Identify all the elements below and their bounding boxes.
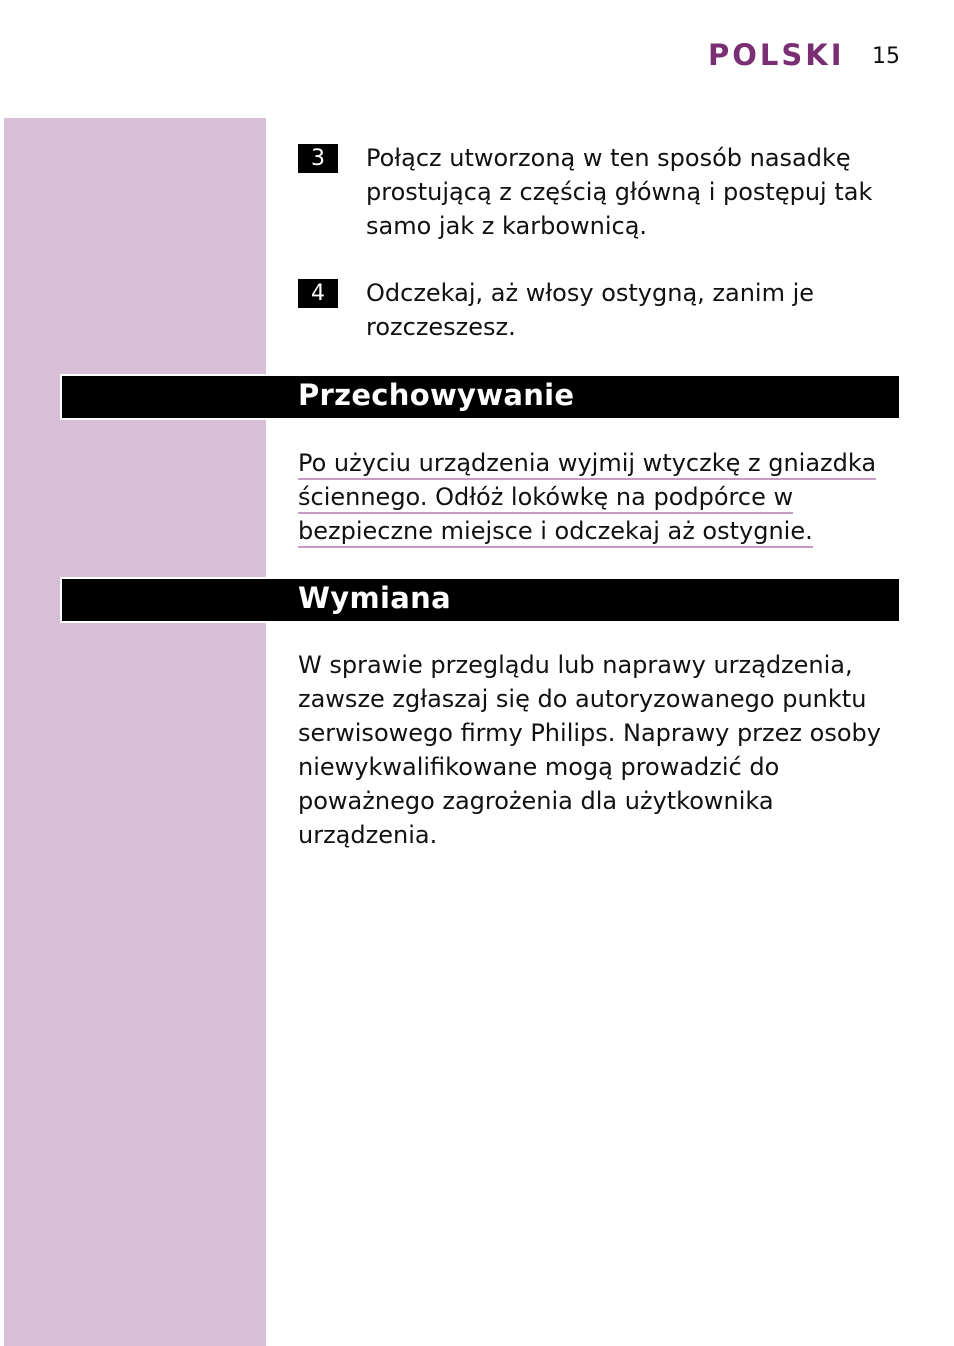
- text-line: bezpieczne miejsce i odczekaj aż ostygnie.: [298, 517, 813, 548]
- text-line: serwisowego firmy Philips. Naprawy przez osoby: [298, 719, 881, 747]
- text-line: poważnego zagrożenia dla użytkownika: [298, 787, 774, 815]
- text-line: Po użyciu urządzenia wyjmij wtyczkę z gniazdka: [298, 449, 876, 480]
- language-label: POLSKI: [708, 38, 845, 72]
- text-line: W sprawie przeglądu lub naprawy urządzenia,: [298, 651, 853, 679]
- step-text: [366, 141, 896, 243]
- text-line: zawsze zgłaszaj się do autoryzowanego punktu: [298, 685, 867, 713]
- text-line: Połącz utworzoną w ten sposób nasadkę: [366, 144, 851, 172]
- page-number: 15: [872, 44, 900, 69]
- step-number-badge: 3: [298, 144, 338, 173]
- text-line: prostującą z częścią główną i postępuj tak: [366, 178, 873, 206]
- section-header-replacement: [62, 579, 899, 621]
- step-number-badge: 4: [298, 279, 338, 308]
- text-line: samo jak z karbownicą.: [366, 212, 648, 240]
- step-text: [366, 276, 896, 344]
- text-line: Odczekaj, aż włosy ostygną, zanim je: [366, 279, 815, 307]
- side-margin-band: [4, 118, 266, 1346]
- text-line: urządzenia.: [298, 821, 438, 849]
- text-line: niewykwalifikowane mogą prowadzić do: [298, 753, 780, 781]
- section-header-storage: [62, 376, 899, 418]
- storage-paragraph: [298, 446, 898, 548]
- replacement-paragraph: [298, 648, 898, 852]
- text-line: rozczeszesz.: [366, 313, 516, 341]
- section-title: Wymiana: [298, 581, 451, 615]
- text-line: ściennego. Odłóż lokówkę na podpórce w: [298, 483, 793, 514]
- section-title: Przechowywanie: [298, 378, 575, 412]
